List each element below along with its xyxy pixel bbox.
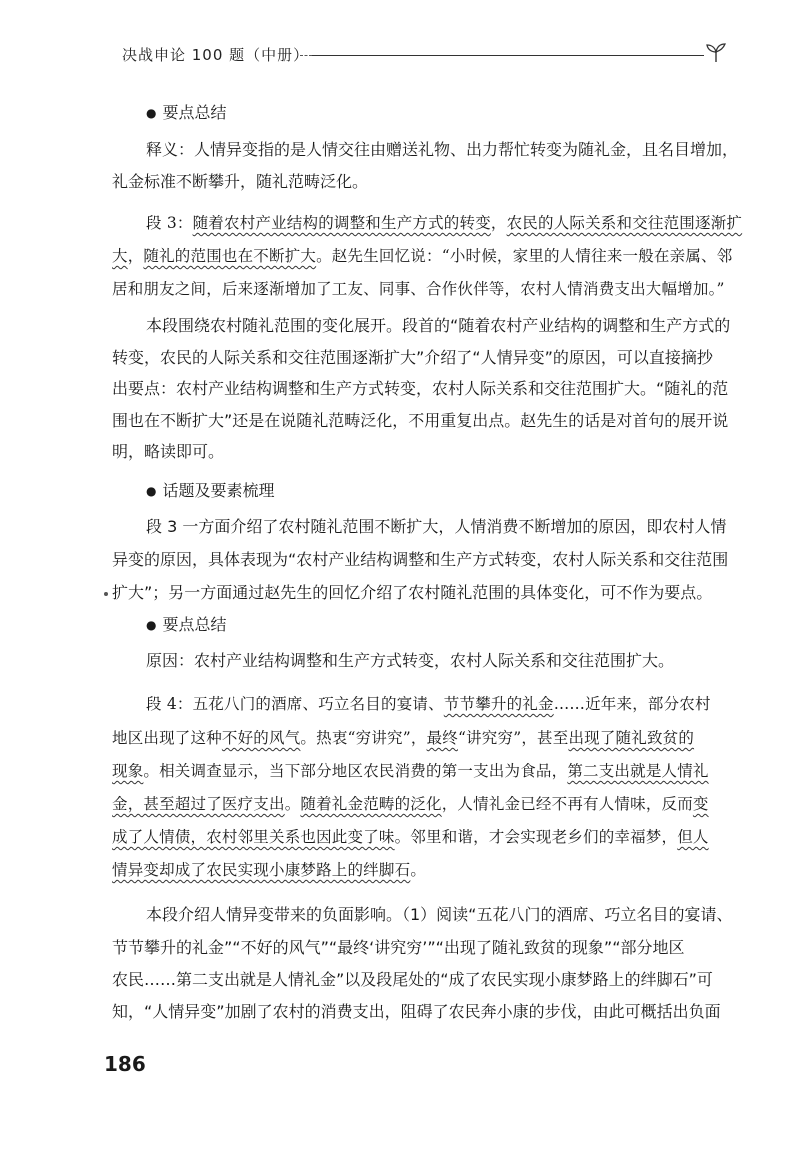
underlined-phrase: 农民的人际关系和交往范围逐渐扩	[506, 214, 743, 232]
paragraph-4-line-3	[112, 760, 712, 782]
text-run: 。	[410, 861, 427, 879]
body-line: 礼金标准不断攀升，随礼范畴泛化。	[112, 172, 369, 191]
underlined-phrase: 金，甚至超过了医疗支出	[112, 795, 285, 813]
running-header	[122, 44, 722, 74]
body-line: 知，“人情异变”加剧了农村的消费支出，阻碍了农民奔小康的步伐，由此可概括出负面	[112, 1002, 721, 1021]
paragraph-4-line-6	[112, 859, 712, 881]
text-run: 。邻里和谐，才会实现老乡们的幸福梦，	[394, 828, 678, 846]
text-run: 。相关调查显示，当下部分地区农民消费的第一支出为食品，	[143, 762, 568, 780]
underlined-phrase: 但人	[677, 828, 709, 846]
text-run: ……近年来，部分农村	[553, 695, 711, 713]
underlined-phrase: 不好的风气	[221, 729, 301, 747]
underlined-phrase: 随着农村产业结构的调整和生产方式的转变	[192, 214, 491, 232]
paragraph-4-line-5	[112, 826, 712, 848]
text-run: ，人情礼金已经不再有人情味，反而	[441, 795, 693, 813]
header-rule-dashed	[300, 55, 312, 56]
underlined-phrase: 节节攀升的礼金	[443, 695, 554, 713]
body-line: 农民……第二支出就是人情礼金”以及段尾处的“成了农民实现小康梦路上的绊脚石”可	[112, 970, 713, 989]
sprout-icon	[704, 40, 728, 64]
underlined-phrase: 最终	[426, 729, 458, 747]
body-line: 原因：农村产业结构调整和生产方式转变，农村人际关系和交往范围扩大。	[146, 651, 675, 670]
paragraph-3-line-2	[112, 245, 733, 267]
underlined-phrase: 随着礼金范畴的泛化	[300, 795, 442, 813]
section-heading-topics: ● 话题及要素梳理	[146, 480, 746, 503]
paragraph-4-line-1	[146, 693, 716, 715]
section-heading-key-points: ● 要点总结	[146, 102, 746, 125]
underlined-phrase: 情异变却成了农民实现小康梦路上的绊脚石	[112, 861, 411, 879]
underlined-phrase: 大	[112, 247, 128, 265]
body-line: 扩大”；另一方面通过赵先生的回忆介绍了农村随礼范围的具体变化，可不作为要点。	[112, 583, 713, 602]
section-heading-key-points: ● 要点总结	[146, 614, 746, 637]
text-run: “讲究穷”，甚至	[457, 729, 569, 747]
punctuation: ，	[127, 247, 144, 265]
paragraph-3-line-3: 居和朋友之间，后来逐渐增加了工友、同事、合作伙伴等，农村人情消费支出大幅增加。”	[112, 280, 725, 298]
paragraph-4-line-2	[112, 727, 712, 749]
header-rule	[312, 55, 704, 56]
underlined-phrase: 变	[692, 795, 709, 813]
page-number: 186	[104, 1052, 146, 1076]
underlined-phrase: 第二支出就是人情礼	[567, 762, 709, 780]
margin-dot	[104, 592, 108, 596]
body-line: 本段围绕农村随礼范围的变化展开。段首的“随着农村产业结构的调整和生产方式的	[146, 316, 731, 335]
text-run: 地区出现了这种	[112, 729, 222, 747]
text-run: 。	[284, 795, 301, 813]
paragraph-label: 段 3：	[146, 214, 193, 232]
body-line: 节节攀升的礼金”“不好的风气”“最终‘讲究穷’”“出现了随礼致贫的现象”“部分地区	[112, 938, 685, 957]
body-line: 转变，农民的人际关系和交往范围逐渐扩大”介绍了“人情异变”的原因，可以直接摘抄	[112, 348, 713, 367]
paragraph-3-line-1	[146, 212, 743, 234]
body-line: 释义：人情异变指的是人情交往由赠送礼物、出力帮忙转变为随礼金，且名目增加，	[146, 140, 739, 159]
underlined-phrase: 现象	[112, 762, 144, 780]
quote-text: 。赵先生回忆说：“小时候，家里的人情往来一般在亲属、邻	[316, 247, 733, 265]
text-run: 。热衷“穷讲究”，	[300, 729, 427, 747]
underlined-phrase: 出现了随礼致贫的	[568, 729, 695, 747]
body-line: 异变的原因，具体表现为“农村产业结构调整和生产方式转变，农村人际关系和交往范围	[112, 550, 729, 569]
text-run: 段 4：五花八门的酒席、巧立名目的宴请、	[146, 695, 444, 713]
body-line: 本段介绍人情异变带来的负面影响。（1）阅读“五花八门的酒席、巧立名目的宴请、	[146, 905, 733, 924]
underlined-phrase: 成了人情债，农村邻里关系也因此变了味	[112, 828, 395, 846]
book-title: 决战申论 100 题（中册）	[122, 46, 310, 64]
body-line: 围也在不断扩大”还是在说随礼范畴泛化，不用重复出点。赵先生的话是对首句的展开说	[112, 411, 729, 430]
paragraph-4-line-4	[112, 793, 712, 815]
underlined-phrase: 随礼的范围也在不断扩大	[143, 247, 317, 265]
body-line: 段 3 一方面介绍了农村随礼范围不断扩大，人情消费不断增加的原因，即农村人情	[146, 517, 727, 536]
body-line: 明，略读即可。	[112, 442, 225, 461]
punctuation: ，	[490, 214, 507, 232]
body-line: 出要点：农村产业结构调整和生产方式转变，农村人际关系和交往范围扩大。“随礼的范	[112, 379, 729, 398]
